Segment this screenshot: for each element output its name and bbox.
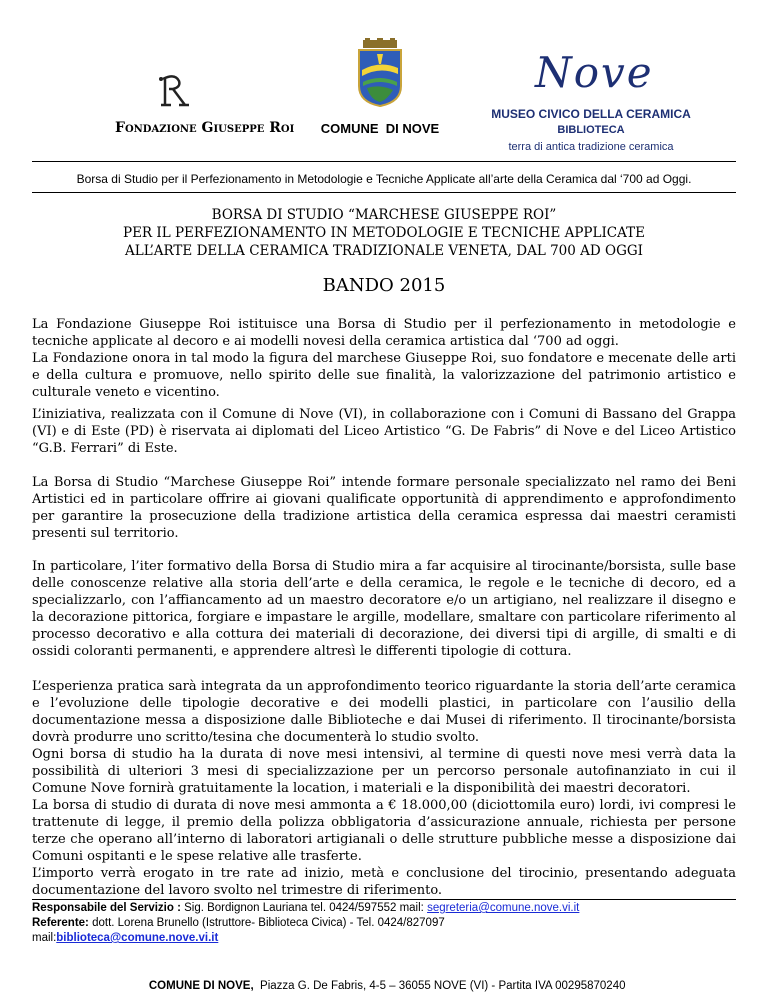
- paragraph-6: [32, 746, 736, 899]
- comune-label: COMUNE DI NOVE: [320, 121, 440, 136]
- fondazione-name: Fondazione Giuseppe Roi: [115, 120, 295, 136]
- paragraph-2-text: L’iniziativa, realizzata con il Comune di Nove (VI), in collaborazione con i Comuni di Bassano del Grappa (VI) e di Este (PD) è riservata ai diplomati del Liceo Artistico “G. De Fabris” di Nove e del Liceo Artistico “G.B. Ferrari” di Este.: [32, 407, 736, 456]
- biblioteca-email-link[interactable]: biblioteca@comune.nove.vi.it: [56, 932, 219, 944]
- referente-label: Referente:: [32, 917, 89, 929]
- title-line-1: BORSA DI STUDIO “MARCHESE GIUSEPPE ROI”: [211, 207, 557, 223]
- segreteria-email-link[interactable]: segreteria@comune.nove.vi.it: [427, 902, 580, 914]
- referente-line: [32, 916, 736, 931]
- tagline: terra di antica tradizione ceramica: [508, 141, 674, 153]
- footer-address: [32, 968, 736, 992]
- paragraph-6a: Ogni borsa di studio ha la durata di nove mesi intensivi, al termine di questi nove mesi verrà data la possibilità di ulteriori 3 mesi di specializzazione per un percorso personale autofinanziato in cui il Comune Nove fornirà gratuitamente la location, i materiali e la disponibilità dei maestri decoratori.: [32, 747, 736, 796]
- paragraph-6b: La borsa di studio di durata di nove mesi ammonta a € 18.000,00 (diciottomila euro) lordi, ivi compresi le trattenute di legge, il premio della polizza obbligatoria d’assicurazione annuale, richiesta per persone terze che operano all’interno di laboratori artigianali o delle strutture pubbliche messe a disposizione dai Comuni ospitanti e le spese relative alle trasferte.: [32, 798, 736, 864]
- paragraph-6c: L’importo verrà erogato in tre rate ad inizio, metà e conclusione del tirocinio, presentando adeguata documentazione del lavoro svolto nel trimestre di riferimento.: [32, 866, 736, 898]
- mail-label: mail:: [32, 932, 57, 944]
- title-line-2: PER IL PERFEZIONAMENTO IN METODOLOGIE E TECNICHE APPLICATE: [122, 225, 646, 241]
- footer-divider: [32, 899, 736, 900]
- paragraph-1b: La Fondazione onora in tal modo la figura del marchese Giuseppe Roi, suo fondatore e mecenate delle arti e della cultura e promuove, nello spirito delle sue finalità, la valorizzazione del patrimonio artistico e culturale veneto e vicentino.: [32, 351, 736, 400]
- paragraph-5-text: L’esperienza pratica sarà integrata da un approfondimento teorico riguardante la storia dell’arte ceramica e l’evoluzione delle tipologie decorative e dei modelli plastici, in particolare con l’ausilio della documentazione messa a disposizione dalle Biblioteche e dai Musei di riferimento. Il tirocinante/borsista dovrà produrre uno scritto/tesina che documenterà lo studio svolto.: [32, 679, 736, 745]
- document-title: [32, 206, 736, 260]
- referente-text: dott. Lorena Brunello (Istruttore- Biblioteca Civica) - Tel. 0424/827097: [88, 917, 445, 929]
- paragraph-5: [32, 678, 736, 746]
- header-divider: [32, 161, 736, 162]
- paragraph-2: [32, 406, 736, 457]
- bando-heading: BANDO 2015: [322, 275, 446, 296]
- paragraph-3-text: La Borsa di Studio “Marchese Giuseppe Roi” intende formare personale specializzato nel ramo dei Beni Artistici ed in particolare offrire ai giovani qualificate opportunità di apprendimento e approfondimento per garantire la prosecuzione della tradizione artistica della ceramica espressa dai maestri ceramisti presenti sul territorio.: [32, 475, 736, 541]
- mail-line: [32, 931, 736, 946]
- responsabile-line: [32, 901, 736, 916]
- biblioteca-label: BIBLIOTECA: [557, 124, 625, 136]
- coat-of-arms-icon: [353, 38, 407, 108]
- subheader: Borsa di Studio per il Perfezionamento in Metodologie e Tecniche Applicate all’arte della Ceramica dal ‘700 ad Oggi.: [76, 172, 692, 186]
- footer-comune: COMUNE DI NOVE,: [148, 980, 254, 992]
- nove-logo: Nove: [535, 48, 654, 97]
- footer-contacts: [32, 901, 736, 946]
- responsabile-text: Sig. Bordignon Lauriana tel. 0424/597552 mail:: [180, 902, 428, 914]
- subheader-divider: [32, 192, 736, 193]
- responsabile-label: Responsabile del Servizio :: [32, 902, 181, 914]
- museo-title: MUSEO CIVICO DELLA CERAMICA: [491, 107, 691, 121]
- title-line-3: ALL’ARTE DELLA CERAMICA TRADIZIONALE VENETA, DAL 700 AD OGGI: [125, 243, 643, 259]
- paragraph-4: [32, 558, 736, 660]
- footer-address-text: Piazza G. De Fabris, 4-5 – 36055 NOVE (VI) - Partita IVA 00295870240: [253, 980, 626, 992]
- paragraph-1: [32, 316, 736, 401]
- paragraph-4-text: In particolare, l’iter formativo della Borsa di Studio mira a far acquisire al tirocinante/borsista, sulle base delle conoscenze relative alla storia dell’arte e della ceramica, le regole e le tecniche di decoro, ed a specializzarlo, con l’affiancamento ad un maestro decoratore e/o un artigiano, nel realizzare il disegno e la decorazione pittorica, forgiare e impastare le argille, modellare, smaltare con particolare riferimento al processo decorativo e alla cottura dei materiali di decorazione, dei diversi tipi di argille, di smalti e di ossidi coloranti permanenti, e apprendere altresì le differenti tipologie di cottura.: [32, 559, 736, 659]
- comune-crest: [353, 38, 407, 108]
- fondazione-logo: [115, 75, 295, 136]
- paragraph-1a: La Fondazione Giuseppe Roi istituisce una Borsa di Studio per il perfezionamento in metodologie e tecniche applicate al decoro e ai modelli novesi della ceramica artistica dal ‘700 ad oggi.: [32, 317, 736, 349]
- monogram-r-icon: [155, 75, 195, 111]
- paragraph-3: [32, 474, 736, 542]
